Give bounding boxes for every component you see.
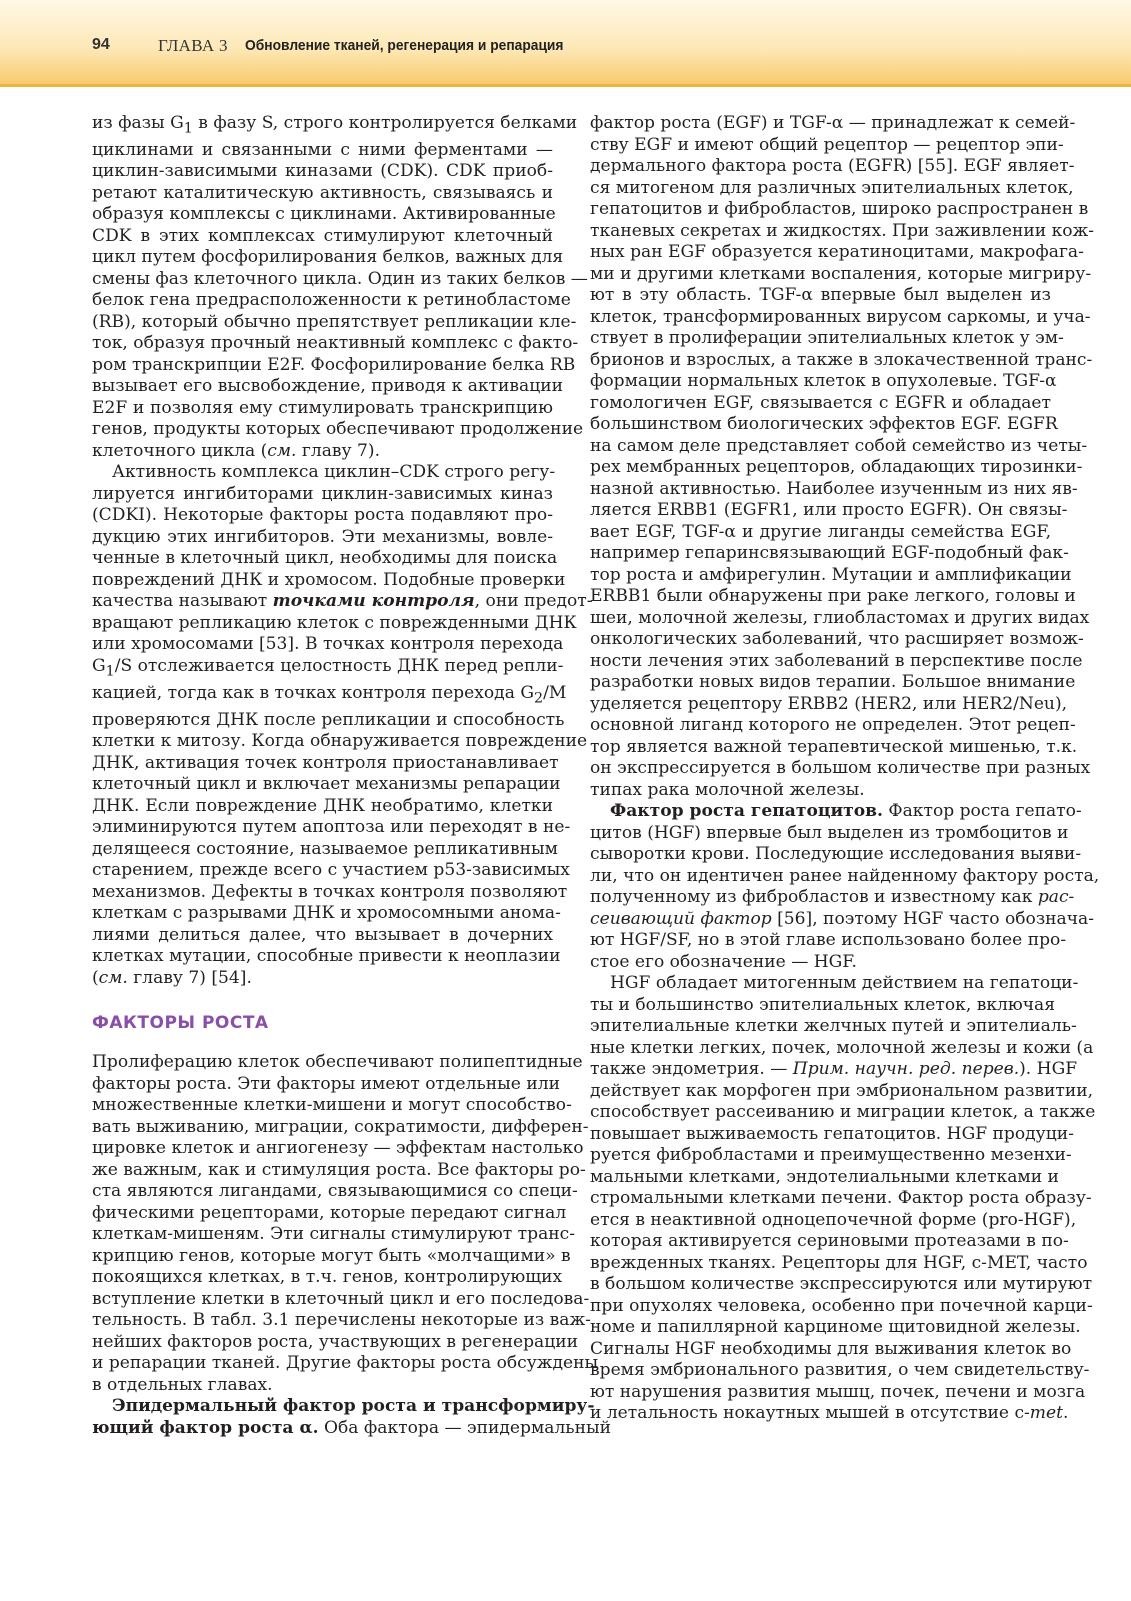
text-line: клетках мутации, способные привести к неоплазии: [92, 946, 561, 967]
text-line: стромальными клетками печени. Фактор роста образу-: [590, 1188, 1092, 1208]
text-line: делящееся состояние, называемое репликативным: [92, 838, 558, 859]
text-line: тканевых секретах и жидкостях. При заживлении кож-: [590, 220, 1095, 241]
text-line: вает EGF, TGF-α и другие лиганды семейства EGF,: [590, 521, 1051, 542]
text-line: и летальность нокаутных мышей в отсутствие c-met.: [590, 1403, 1069, 1423]
text-line: в большом количестве экспрессируются или мутируют: [590, 1274, 1093, 1294]
text-line: (CDKI). Некоторые факторы роста подавляют про-: [92, 505, 553, 526]
text-line: из фазы $G_1$ в фазу S, строго контролируется белками: [92, 113, 578, 137]
text-line: Пролиферацию клеток обеспечивают полипептидные: [92, 1052, 583, 1073]
text-line: ют нарушения развития мышц, почек, печени и мозга: [590, 1381, 1086, 1402]
text-line: большинством биологических эффектов EGF. EGFR: [590, 414, 1058, 434]
text-line: клетки к митозу. Когда обнаруживается повреждение: [92, 731, 588, 752]
text-line: стое его обозначение — HGF.: [590, 951, 857, 972]
text-line: проверяются ДНК после репликации и способность: [92, 709, 565, 730]
text-line: вать выживанию, миграции, сократимости, дифферен-: [92, 1116, 589, 1137]
text-line: назной активностью. Наиболее изученным из них яв-: [590, 478, 1078, 499]
text-line: ют в эту область. TGF-α впервые был выделен из: [590, 285, 1051, 305]
text-line: ДНК. Если повреждение ДНК необратимо, клетки: [92, 795, 553, 816]
text-line: руется фибробластами и преимущественно мезенхи-: [590, 1145, 1072, 1165]
text-line: (RB), который обычно препятствует репликации кле-: [92, 311, 577, 332]
spacer: [92, 1042, 553, 1052]
text-line: которая активируется сериновыми протеазами в по-: [590, 1231, 1069, 1251]
text-line: элиминируются путем апоптоза или переходят в не-: [92, 817, 571, 838]
text-line: ству EGF и имеют общий рецептор — рецептор эпи-: [590, 134, 1064, 155]
text-line: ты и большинство эпителиальных клеток, включая: [590, 994, 1056, 1015]
text-line: ные клетки легких, почек, молочной железы и кожи (а: [590, 1037, 1094, 1058]
text-line: механизмов. Дефекты в точках контроля позволяют: [92, 881, 568, 902]
text-line: клеточный цикл и включает механизмы репарации: [92, 774, 561, 795]
header-rule: [0, 84, 1131, 87]
text-line: сыворотки крови. Последующие исследования выяви-: [590, 844, 1082, 864]
text-line: лиями делиться далее, что вызывает в дочерних: [92, 924, 553, 945]
text-line: ста являются лигандами, связывающимися со специ-: [92, 1181, 578, 1202]
text-line: Активность комплекса циклин–CDK строго регу-: [112, 462, 556, 483]
text-line: онкологических заболеваний, что расширяет возмож-: [590, 629, 1084, 649]
text-line: например гепаринсвязывающий EGF-подобный фак-: [590, 543, 1069, 563]
right-text-column: [590, 113, 1100, 1425]
chapter-title: Обновление тканей, регенерация и репарация: [245, 37, 564, 54]
text-line: разработки новых видов терапии. Большое внимание: [590, 672, 1076, 692]
text-line: повышает выживаемость гепатоцитов. HGF продуци-: [590, 1123, 1074, 1144]
text-line: факторы роста. Эти факторы имеют отдельные или: [92, 1073, 560, 1094]
text-line: основной лиганд которого не определен. Этот рецеп-: [590, 715, 1076, 735]
text-line: повреждений ДНК и хромосом. Подобные проверки: [92, 569, 566, 590]
text-line: тор роста и амфирегулин. Мутации и амплификации: [590, 564, 1072, 585]
text-line: лируется ингибиторами циклин-зависимых киназ: [92, 483, 553, 504]
text-line: ется в неактивной одноцепочечной форме (pro-HGF),: [590, 1209, 1077, 1230]
text-line: также эндометрия. — Прим. научн. ред. перев.). HGF: [590, 1059, 1078, 1079]
text-line: ERBB1 были обнаружены при раке легкого, головы и: [590, 586, 1076, 606]
page-number: 94: [92, 36, 110, 53]
text-line: вызывает его высвобождение, приводя к активации: [92, 376, 564, 397]
text-line: смены фаз клеточного цикла. Один из таких белков —: [92, 268, 588, 289]
text-line: тор является важной терапевтической мишенью, т.к.: [590, 736, 1078, 757]
text-line: клеткам-мишеням. Эти сигналы стимулируют транс-: [92, 1224, 575, 1245]
text-line: множественные клетки-мишени и могут способство-: [92, 1095, 572, 1116]
text-line: Эпидермальный фактор роста и трансформиру-: [112, 1396, 595, 1417]
text-line: и репарации тканей. Другие факторы роста обсуждены: [92, 1353, 599, 1374]
text-line: полученному из фибробластов и известному как рас-: [590, 887, 1075, 907]
text-line: ретают каталитическую активность, связываясь и: [92, 182, 553, 203]
text-line: врежденных тканях. Рецепторы для HGF, c-MET, часто: [590, 1252, 1088, 1273]
text-line: эпителиальные клетки желчных путей и эпителиаль-: [590, 1016, 1077, 1036]
text-line: циклинами и связанными с ними ферментами —: [92, 139, 553, 160]
text-line: действует как морфоген при эмбриональном развитии,: [590, 1080, 1094, 1101]
text-line: цировке клеток и ангиогенезу — эффектам настолько: [92, 1138, 584, 1159]
text-line: Фактор роста гепатоцитов. Фактор роста гепато-: [610, 801, 1082, 821]
text-line: время эмбрионального развития, о чем свидетельству-: [590, 1360, 1090, 1380]
section-heading: ФАКТОРЫ РОСТА: [92, 1013, 269, 1034]
text-line: рех мембранных рецепторов, обладающих тирозинки-: [590, 457, 1083, 477]
text-line: брионов и взрослых, а также в злокачественной транс-: [590, 349, 1093, 370]
text-line: фическими рецепторами, которые передают сигнал: [92, 1202, 567, 1223]
text-line: формации нормальных клеток в опухолевые. TGF-α: [590, 371, 1057, 391]
text-line: цитов (HGF) впервые был выделен из тромбоцитов и: [590, 822, 1069, 843]
text-line: образуя комплексы с циклинами. Активированные: [92, 204, 556, 225]
text-line: в отдельных главах.: [92, 1374, 273, 1395]
text-line: покоящихся клетках, в т.ч. генов, контролирующих: [92, 1267, 563, 1288]
text-line: ток, образуя прочный неактивный комплекс с факто-: [92, 333, 579, 354]
text-line: вступление клетки в клеточный цикл и его последова-: [92, 1288, 590, 1309]
text-line: Сигналы HGF необходимы для выживания клеток во: [590, 1338, 1072, 1359]
text-line: номе и папиллярной карциноме щитовидной железы.: [590, 1317, 1081, 1337]
text-line: крипцию генов, которые могут быть «молчащими» в: [92, 1245, 571, 1266]
left-text-column: [92, 113, 612, 1439]
text-line: же важным, как и стимуляция роста. Все факторы ро-: [92, 1159, 586, 1180]
text-line: дукцию этих ингибиторов. Эти механизмы, вовле-: [92, 526, 553, 547]
text-line: типах рака молочной железы.: [590, 779, 865, 800]
text-line: нейших факторов роста, участвующих в регенерации: [92, 1331, 578, 1352]
text-line: сеивающий фактор [56], поэтому HGF часто обознача-: [590, 908, 1095, 929]
text-line: дермального фактора роста (EGFR) [55]. EGF являет-: [590, 156, 1075, 176]
text-line: ляется ERBB1 (EGFR1, или просто EGFR). Он связы-: [590, 500, 1068, 520]
text-line: кацией, тогда как в точках контроля перехода $G_2/M$: [92, 682, 567, 707]
text-line: на самом деле представляет собой семейство из четы-: [590, 435, 1088, 456]
text-line: ли, что он идентичен ранее найденному фактору роста,: [590, 865, 1100, 886]
text-line: ющий фактор роста α. Оба фактора — эпидермальный: [92, 1417, 612, 1438]
text-line: ют HGF/SF, но в этой главе использовано более про-: [590, 930, 1067, 950]
text-line: мальными клетками, эндотелиальными клетками и: [590, 1166, 1059, 1187]
text-line: гомологичен EGF, связывается с EGFR и обладает: [590, 392, 1051, 413]
chapter-label: ГЛАВА 3: [158, 36, 228, 55]
text-line: качества называют точками контроля, они предот-: [92, 591, 593, 612]
text-line: ченные в клеточный цикл, необходимы для поиска: [92, 548, 558, 569]
text-line: E2F и позволяя ему стимулировать транскрипцию: [92, 397, 553, 418]
text-line: ных ран EGF образуется кератиноцитами, макрофага-: [590, 242, 1084, 262]
text-line: цикл путем фосфорилирования белков, важных для: [92, 247, 564, 268]
text-line: (см. главу 7) [54].: [92, 967, 252, 988]
text-line: ности лечения этих заболеваний в перспективе после: [590, 650, 1083, 671]
text-line: ром транскрипции E2F. Фосфорилирование белка RB: [92, 354, 576, 375]
text-line: фактор роста (EGF) и TGF-α — принадлежат к семей-: [590, 113, 1076, 133]
text-line: уделяется рецептору ERBB2 (HER2, или HER2/Neu),: [590, 693, 1068, 714]
text-line: или хромосомами [53]. В точках контроля перехода: [92, 634, 564, 655]
text-line: ДНК, активация точек контроля приостанавливает: [92, 752, 559, 773]
text-line: вращают репликацию клеток с поврежденными ДНК: [92, 612, 577, 633]
text-line: он экспрессируется в большом количестве при разных: [590, 758, 1091, 778]
text-line: ся митогеном для различных эпителиальных клеток,: [590, 177, 1074, 198]
text-line: генов, продукты которых обеспечивают продолжение: [92, 419, 584, 440]
text-line: клеткам с разрывами ДНК и хромосомными анома-: [92, 903, 561, 924]
text-line: гепатоцитов и фибробластов, широко распространен в: [590, 199, 1089, 219]
text-line: клеток, трансформированных вирусом саркомы, и уча-: [590, 306, 1091, 327]
text-line: при опухолях человека, особенно при почечной карци-: [590, 1295, 1093, 1316]
text-line: CDK в этих комплексах стимулируют клеточный: [92, 225, 553, 246]
text-line: шеи, молочной железы, глиобластомах и других видах: [590, 607, 1090, 628]
text-line: циклин-зависимыми киназами (CDK). CDK приоб-: [92, 161, 553, 182]
text-line: HGF обладает митогенным действием на гепатоци-: [610, 973, 1079, 993]
text-line: ствует в пролиферации эпителиальных клеток у эм-: [590, 328, 1064, 348]
text-line: старением, прежде всего с участием p53-зависимых: [92, 860, 570, 881]
spacer: [92, 989, 553, 1010]
text-line: клеточного цикла (см. главу 7).: [92, 440, 381, 461]
text-line: $G_1/S$ отслеживается целостность ДНК перед репли-: [92, 655, 564, 680]
text-line: белок гена предрасположенности к ретинобластоме: [92, 290, 571, 311]
text-line: ми и другими клетками воспаления, которые мигриру-: [590, 263, 1092, 284]
text-line: тельность. В табл. 3.1 перечислены некоторые из важ-: [92, 1310, 591, 1331]
text-line: способствует рассеиванию и миграции клеток, а также: [590, 1102, 1096, 1122]
